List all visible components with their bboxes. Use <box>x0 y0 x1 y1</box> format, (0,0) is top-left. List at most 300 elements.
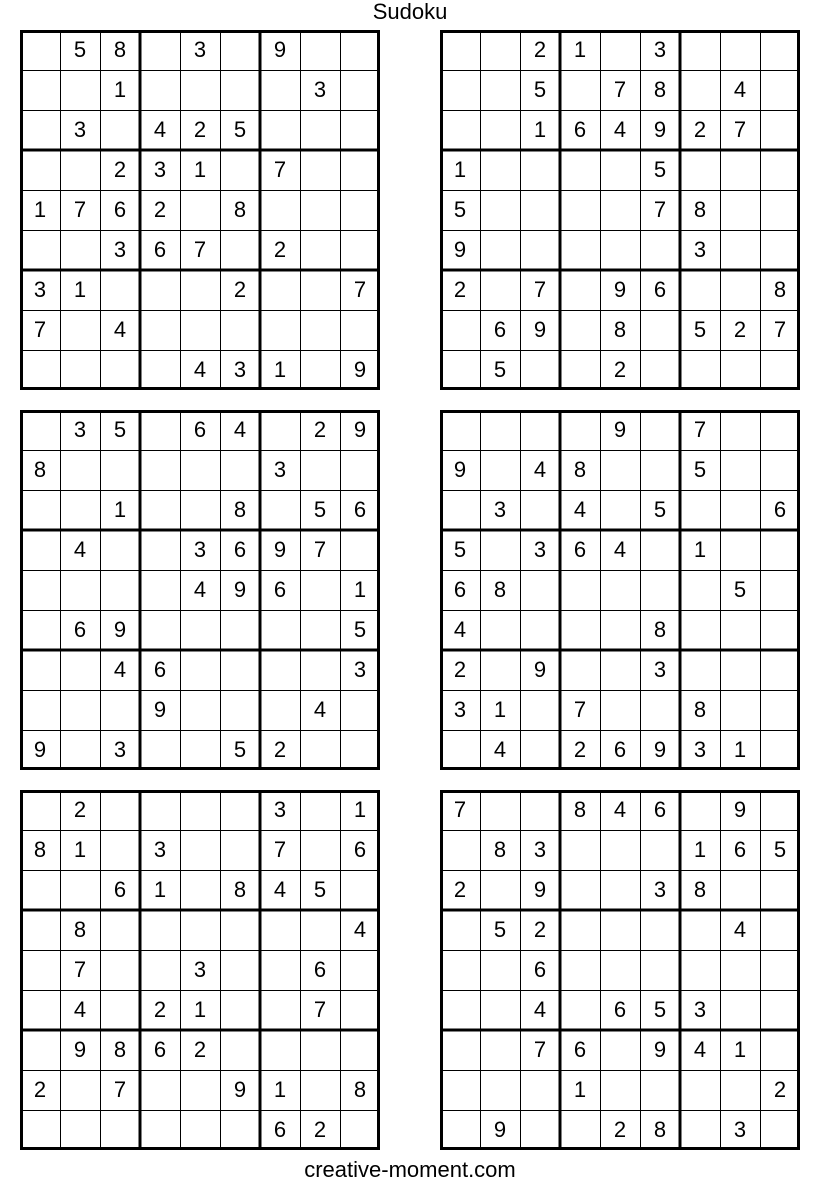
sudoku-cell[interactable]: 7 <box>273 157 287 182</box>
sudoku-cell[interactable] <box>20 690 60 730</box>
sudoku-cell[interactable] <box>720 190 760 230</box>
sudoku-cell[interactable]: 8 <box>573 457 587 482</box>
sudoku-cell[interactable]: 8 <box>773 277 787 302</box>
sudoku-cell[interactable] <box>140 310 180 350</box>
sudoku-cell[interactable] <box>260 950 300 990</box>
sudoku-cell[interactable] <box>60 310 100 350</box>
sudoku-cell[interactable]: 2 <box>73 797 87 822</box>
sudoku-cell[interactable] <box>260 190 300 230</box>
sudoku-cell[interactable] <box>520 1110 560 1150</box>
sudoku-cell[interactable] <box>220 950 260 990</box>
sudoku-cell[interactable]: 9 <box>653 1037 667 1062</box>
sudoku-cell[interactable] <box>340 110 380 150</box>
sudoku-cell[interactable]: 8 <box>613 317 627 342</box>
sudoku-cell[interactable] <box>520 730 560 770</box>
sudoku-cell[interactable]: 6 <box>153 657 167 682</box>
sudoku-cell[interactable] <box>20 1030 60 1070</box>
sudoku-cell[interactable]: 3 <box>113 237 127 262</box>
sudoku-cell[interactable]: 5 <box>493 917 507 942</box>
sudoku-cell[interactable] <box>260 990 300 1030</box>
sudoku-cell[interactable] <box>20 110 60 150</box>
sudoku-cell[interactable]: 9 <box>273 537 287 562</box>
sudoku-cell[interactable] <box>600 230 640 270</box>
sudoku-cell[interactable] <box>260 1030 300 1070</box>
sudoku-cell[interactable] <box>640 350 680 390</box>
sudoku-cell[interactable]: 2 <box>733 317 747 342</box>
sudoku-cell[interactable] <box>560 990 600 1030</box>
sudoku-cell[interactable]: 3 <box>153 837 167 862</box>
sudoku-cell[interactable] <box>640 1070 680 1110</box>
sudoku-cell[interactable] <box>600 570 640 610</box>
sudoku-cell[interactable]: 7 <box>73 197 87 222</box>
sudoku-cell[interactable] <box>440 70 480 110</box>
sudoku-cell[interactable] <box>300 790 340 830</box>
sudoku-cell[interactable] <box>520 690 560 730</box>
sudoku-cell[interactable] <box>300 110 340 150</box>
sudoku-cell[interactable] <box>220 230 260 270</box>
sudoku-cell[interactable]: 1 <box>193 997 207 1022</box>
sudoku-cell[interactable]: 7 <box>533 1037 547 1062</box>
sudoku-cell[interactable]: 9 <box>733 797 747 822</box>
sudoku-cell[interactable]: 9 <box>353 417 367 442</box>
sudoku-cell[interactable] <box>260 910 300 950</box>
sudoku-cell[interactable]: 1 <box>693 837 707 862</box>
sudoku-cell[interactable]: 9 <box>453 237 467 262</box>
sudoku-cell[interactable] <box>600 450 640 490</box>
sudoku-cell[interactable] <box>180 830 220 870</box>
sudoku-cell[interactable] <box>720 990 760 1030</box>
sudoku-cell[interactable] <box>640 570 680 610</box>
sudoku-cell[interactable]: 1 <box>353 797 367 822</box>
sudoku-cell[interactable] <box>300 650 340 690</box>
sudoku-cell[interactable] <box>760 690 800 730</box>
sudoku-cell[interactable] <box>640 910 680 950</box>
sudoku-cell[interactable]: 4 <box>613 537 627 562</box>
sudoku-cell[interactable] <box>340 150 380 190</box>
sudoku-cell[interactable] <box>100 950 140 990</box>
sudoku-cell[interactable] <box>20 870 60 910</box>
sudoku-cell[interactable] <box>600 490 640 530</box>
sudoku-cell[interactable] <box>680 1070 720 1110</box>
sudoku-cell[interactable]: 8 <box>653 617 667 642</box>
sudoku-cell[interactable]: 2 <box>613 357 627 382</box>
sudoku-cell[interactable] <box>480 650 520 690</box>
sudoku-cell[interactable] <box>140 610 180 650</box>
sudoku-cell[interactable] <box>760 410 800 450</box>
sudoku-cell[interactable]: 2 <box>693 117 707 142</box>
sudoku-cell[interactable]: 8 <box>73 917 87 942</box>
sudoku-cell[interactable] <box>300 270 340 310</box>
sudoku-cell[interactable]: 8 <box>693 877 707 902</box>
sudoku-cell[interactable] <box>440 830 480 870</box>
sudoku-cell[interactable] <box>20 950 60 990</box>
sudoku-cell[interactable]: 9 <box>233 1077 247 1102</box>
sudoku-cell[interactable] <box>260 650 300 690</box>
sudoku-cell[interactable] <box>760 450 800 490</box>
sudoku-cell[interactable]: 1 <box>113 77 127 102</box>
sudoku-cell[interactable] <box>180 190 220 230</box>
sudoku-cell[interactable] <box>60 870 100 910</box>
sudoku-cell[interactable] <box>140 30 180 70</box>
sudoku-cell[interactable]: 9 <box>33 737 47 762</box>
sudoku-cell[interactable]: 9 <box>153 697 167 722</box>
sudoku-cell[interactable]: 3 <box>233 357 247 382</box>
sudoku-cell[interactable] <box>60 1110 100 1150</box>
sudoku-cell[interactable] <box>720 610 760 650</box>
sudoku-cell[interactable]: 4 <box>353 917 367 942</box>
sudoku-cell[interactable] <box>560 310 600 350</box>
sudoku-cell[interactable]: 3 <box>693 997 707 1022</box>
sudoku-cell[interactable]: 4 <box>193 577 207 602</box>
sudoku-cell[interactable] <box>560 350 600 390</box>
sudoku-cell[interactable] <box>760 110 800 150</box>
sudoku-cell[interactable] <box>680 70 720 110</box>
sudoku-cell[interactable] <box>760 190 800 230</box>
sudoku-cell[interactable]: 7 <box>193 237 207 262</box>
sudoku-cell[interactable]: 3 <box>313 77 327 102</box>
sudoku-cell[interactable]: 2 <box>273 737 287 762</box>
sudoku-cell[interactable] <box>220 150 260 190</box>
sudoku-cell[interactable]: 8 <box>33 837 47 862</box>
sudoku-cell[interactable]: 4 <box>113 317 127 342</box>
sudoku-cell[interactable]: 3 <box>353 657 367 682</box>
sudoku-cell[interactable]: 2 <box>313 417 327 442</box>
sudoku-cell[interactable] <box>440 410 480 450</box>
sudoku-cell[interactable] <box>20 30 60 70</box>
sudoku-cell[interactable] <box>60 490 100 530</box>
sudoku-cell[interactable]: 2 <box>233 277 247 302</box>
sudoku-cell[interactable]: 3 <box>73 417 87 442</box>
sudoku-cell[interactable] <box>480 230 520 270</box>
sudoku-cell[interactable] <box>600 830 640 870</box>
sudoku-cell[interactable]: 8 <box>573 797 587 822</box>
sudoku-cell[interactable] <box>260 310 300 350</box>
sudoku-cell[interactable] <box>140 730 180 770</box>
sudoku-cell[interactable] <box>180 870 220 910</box>
sudoku-cell[interactable] <box>560 870 600 910</box>
sudoku-cell[interactable] <box>300 830 340 870</box>
sudoku-cell[interactable]: 2 <box>573 737 587 762</box>
sudoku-cell[interactable]: 8 <box>353 1077 367 1102</box>
sudoku-cell[interactable]: 4 <box>533 457 547 482</box>
sudoku-cell[interactable] <box>340 690 380 730</box>
sudoku-cell[interactable] <box>720 350 760 390</box>
sudoku-cell[interactable] <box>20 490 60 530</box>
sudoku-cell[interactable]: 1 <box>493 697 507 722</box>
sudoku-cell[interactable] <box>180 70 220 110</box>
sudoku-cell[interactable]: 6 <box>573 1037 587 1062</box>
sudoku-cell[interactable]: 3 <box>653 877 667 902</box>
sudoku-cell[interactable] <box>440 310 480 350</box>
sudoku-cell[interactable] <box>340 190 380 230</box>
sudoku-cell[interactable] <box>180 270 220 310</box>
sudoku-cell[interactable] <box>440 110 480 150</box>
sudoku-cell[interactable] <box>640 310 680 350</box>
sudoku-cell[interactable] <box>720 490 760 530</box>
sudoku-cell[interactable] <box>300 610 340 650</box>
sudoku-cell[interactable]: 7 <box>113 1077 127 1102</box>
sudoku-cell[interactable] <box>440 490 480 530</box>
sudoku-cell[interactable] <box>140 910 180 950</box>
sudoku-cell[interactable] <box>20 70 60 110</box>
sudoku-cell[interactable] <box>640 230 680 270</box>
sudoku-cell[interactable] <box>760 990 800 1030</box>
sudoku-cell[interactable] <box>60 690 100 730</box>
sudoku-cell[interactable] <box>180 650 220 690</box>
sudoku-cell[interactable] <box>220 610 260 650</box>
sudoku-cell[interactable] <box>60 350 100 390</box>
sudoku-cell[interactable]: 7 <box>573 697 587 722</box>
sudoku-cell[interactable] <box>60 730 100 770</box>
sudoku-cell[interactable] <box>760 910 800 950</box>
sudoku-cell[interactable] <box>220 310 260 350</box>
sudoku-cell[interactable]: 1 <box>693 537 707 562</box>
sudoku-cell[interactable] <box>560 650 600 690</box>
sudoku-cell[interactable]: 4 <box>113 657 127 682</box>
sudoku-cell[interactable] <box>140 1110 180 1150</box>
sudoku-cell[interactable] <box>340 30 380 70</box>
sudoku-cell[interactable]: 5 <box>773 837 787 862</box>
sudoku-cell[interactable]: 4 <box>273 877 287 902</box>
sudoku-cell[interactable] <box>340 990 380 1030</box>
sudoku-cell[interactable]: 6 <box>73 617 87 642</box>
sudoku-cell[interactable]: 7 <box>353 277 367 302</box>
sudoku-cell[interactable] <box>140 70 180 110</box>
sudoku-cell[interactable] <box>720 270 760 310</box>
sudoku-cell[interactable] <box>340 950 380 990</box>
sudoku-cell[interactable] <box>20 910 60 950</box>
sudoku-cell[interactable]: 3 <box>193 537 207 562</box>
sudoku-cell[interactable] <box>520 150 560 190</box>
sudoku-cell[interactable] <box>20 350 60 390</box>
sudoku-cell[interactable] <box>300 190 340 230</box>
sudoku-cell[interactable] <box>140 410 180 450</box>
sudoku-cell[interactable]: 1 <box>273 357 287 382</box>
sudoku-cell[interactable] <box>760 530 800 570</box>
sudoku-cell[interactable]: 6 <box>273 1117 287 1142</box>
sudoku-cell[interactable] <box>220 1110 260 1150</box>
sudoku-cell[interactable]: 9 <box>613 417 627 442</box>
sudoku-cell[interactable]: 5 <box>73 37 87 62</box>
sudoku-cell[interactable]: 8 <box>493 837 507 862</box>
sudoku-cell[interactable] <box>260 270 300 310</box>
sudoku-cell[interactable] <box>480 410 520 450</box>
sudoku-cell[interactable]: 6 <box>613 737 627 762</box>
sudoku-cell[interactable] <box>180 450 220 490</box>
sudoku-cell[interactable] <box>60 450 100 490</box>
sudoku-cell[interactable]: 8 <box>33 457 47 482</box>
sudoku-cell[interactable]: 9 <box>533 657 547 682</box>
sudoku-cell[interactable]: 1 <box>73 837 87 862</box>
sudoku-cell[interactable]: 5 <box>493 357 507 382</box>
sudoku-cell[interactable] <box>300 310 340 350</box>
sudoku-cell[interactable] <box>560 230 600 270</box>
sudoku-cell[interactable]: 6 <box>773 497 787 522</box>
sudoku-cell[interactable] <box>100 530 140 570</box>
sudoku-cell[interactable] <box>220 990 260 1030</box>
sudoku-cell[interactable] <box>560 1110 600 1150</box>
sudoku-cell[interactable]: 8 <box>113 37 127 62</box>
sudoku-cell[interactable] <box>600 910 640 950</box>
sudoku-cell[interactable] <box>100 830 140 870</box>
sudoku-cell[interactable]: 6 <box>233 537 247 562</box>
sudoku-cell[interactable]: 2 <box>533 37 547 62</box>
sudoku-cell[interactable]: 9 <box>273 37 287 62</box>
sudoku-cell[interactable] <box>220 830 260 870</box>
sudoku-cell[interactable] <box>440 30 480 70</box>
sudoku-cell[interactable] <box>20 410 60 450</box>
sudoku-cell[interactable]: 7 <box>453 797 467 822</box>
sudoku-cell[interactable]: 3 <box>693 737 707 762</box>
sudoku-cell[interactable] <box>720 950 760 990</box>
sudoku-cell[interactable] <box>560 150 600 190</box>
sudoku-cell[interactable]: 2 <box>773 1077 787 1102</box>
sudoku-cell[interactable]: 6 <box>353 837 367 862</box>
sudoku-cell[interactable] <box>680 790 720 830</box>
sudoku-cell[interactable] <box>680 150 720 190</box>
sudoku-cell[interactable] <box>100 690 140 730</box>
sudoku-cell[interactable]: 7 <box>733 117 747 142</box>
sudoku-cell[interactable] <box>760 1110 800 1150</box>
sudoku-cell[interactable]: 4 <box>733 77 747 102</box>
sudoku-cell[interactable] <box>220 70 260 110</box>
sudoku-cell[interactable]: 2 <box>453 877 467 902</box>
sudoku-cell[interactable]: 4 <box>313 697 327 722</box>
sudoku-cell[interactable]: 3 <box>653 37 667 62</box>
sudoku-cell[interactable] <box>720 150 760 190</box>
sudoku-cell[interactable] <box>140 350 180 390</box>
sudoku-cell[interactable] <box>600 610 640 650</box>
sudoku-cell[interactable]: 5 <box>233 117 247 142</box>
sudoku-cell[interactable] <box>560 190 600 230</box>
sudoku-cell[interactable]: 5 <box>533 77 547 102</box>
sudoku-cell[interactable]: 1 <box>73 277 87 302</box>
sudoku-cell[interactable] <box>300 910 340 950</box>
sudoku-cell[interactable]: 8 <box>653 77 667 102</box>
sudoku-cell[interactable] <box>720 530 760 570</box>
sudoku-cell[interactable] <box>480 110 520 150</box>
sudoku-cell[interactable]: 1 <box>733 737 747 762</box>
sudoku-cell[interactable] <box>340 310 380 350</box>
sudoku-cell[interactable]: 4 <box>73 997 87 1022</box>
sudoku-cell[interactable] <box>560 950 600 990</box>
sudoku-cell[interactable] <box>600 190 640 230</box>
sudoku-cell[interactable] <box>640 410 680 450</box>
sudoku-cell[interactable] <box>680 1110 720 1150</box>
sudoku-cell[interactable] <box>140 570 180 610</box>
sudoku-cell[interactable]: 4 <box>733 917 747 942</box>
sudoku-cell[interactable] <box>480 950 520 990</box>
sudoku-cell[interactable] <box>600 150 640 190</box>
sudoku-cell[interactable]: 7 <box>693 417 707 442</box>
sudoku-cell[interactable] <box>480 610 520 650</box>
sudoku-cell[interactable] <box>100 790 140 830</box>
sudoku-cell[interactable] <box>760 730 800 770</box>
sudoku-cell[interactable] <box>760 30 800 70</box>
sudoku-cell[interactable] <box>300 730 340 770</box>
sudoku-cell[interactable]: 2 <box>193 117 207 142</box>
sudoku-cell[interactable] <box>640 690 680 730</box>
sudoku-cell[interactable] <box>600 690 640 730</box>
sudoku-cell[interactable] <box>480 990 520 1030</box>
sudoku-cell[interactable] <box>520 490 560 530</box>
sudoku-cell[interactable]: 5 <box>353 617 367 642</box>
sudoku-cell[interactable]: 4 <box>693 1037 707 1062</box>
sudoku-cell[interactable] <box>300 350 340 390</box>
sudoku-cell[interactable]: 2 <box>33 1077 47 1102</box>
sudoku-cell[interactable] <box>140 790 180 830</box>
sudoku-cell[interactable]: 7 <box>313 537 327 562</box>
sudoku-cell[interactable]: 5 <box>653 497 667 522</box>
sudoku-cell[interactable]: 2 <box>453 277 467 302</box>
sudoku-cell[interactable]: 5 <box>453 197 467 222</box>
sudoku-cell[interactable] <box>480 1030 520 1070</box>
sudoku-cell[interactable] <box>300 150 340 190</box>
sudoku-cell[interactable] <box>480 30 520 70</box>
sudoku-cell[interactable] <box>680 610 720 650</box>
sudoku-cell[interactable] <box>20 990 60 1030</box>
sudoku-cell[interactable] <box>520 570 560 610</box>
sudoku-cell[interactable]: 3 <box>73 117 87 142</box>
sudoku-cell[interactable] <box>760 70 800 110</box>
sudoku-cell[interactable] <box>220 1030 260 1070</box>
sudoku-cell[interactable]: 3 <box>113 737 127 762</box>
sudoku-cell[interactable] <box>600 1030 640 1070</box>
sudoku-cell[interactable] <box>760 1030 800 1070</box>
sudoku-cell[interactable] <box>300 1070 340 1110</box>
sudoku-cell[interactable] <box>100 910 140 950</box>
sudoku-cell[interactable]: 2 <box>153 997 167 1022</box>
sudoku-cell[interactable]: 6 <box>573 117 587 142</box>
sudoku-cell[interactable] <box>340 870 380 910</box>
sudoku-cell[interactable]: 1 <box>573 37 587 62</box>
sudoku-cell[interactable]: 4 <box>233 417 247 442</box>
sudoku-cell[interactable] <box>440 990 480 1030</box>
sudoku-cell[interactable] <box>20 650 60 690</box>
sudoku-cell[interactable] <box>100 1110 140 1150</box>
sudoku-cell[interactable]: 3 <box>653 657 667 682</box>
sudoku-cell[interactable] <box>220 450 260 490</box>
sudoku-cell[interactable]: 8 <box>693 697 707 722</box>
sudoku-cell[interactable]: 8 <box>113 1037 127 1062</box>
sudoku-cell[interactable] <box>520 230 560 270</box>
sudoku-cell[interactable] <box>340 230 380 270</box>
sudoku-cell[interactable] <box>640 530 680 570</box>
sudoku-cell[interactable]: 9 <box>533 877 547 902</box>
sudoku-cell[interactable] <box>720 1070 760 1110</box>
sudoku-cell[interactable] <box>680 490 720 530</box>
sudoku-cell[interactable] <box>220 790 260 830</box>
sudoku-cell[interactable]: 5 <box>653 997 667 1022</box>
sudoku-cell[interactable] <box>300 570 340 610</box>
sudoku-cell[interactable] <box>140 270 180 310</box>
sudoku-cell[interactable] <box>100 110 140 150</box>
sudoku-cell[interactable]: 8 <box>653 1117 667 1142</box>
sudoku-cell[interactable] <box>760 610 800 650</box>
sudoku-cell[interactable]: 3 <box>693 237 707 262</box>
sudoku-cell[interactable] <box>440 950 480 990</box>
sudoku-cell[interactable]: 5 <box>653 157 667 182</box>
sudoku-cell[interactable] <box>680 650 720 690</box>
sudoku-cell[interactable] <box>440 1070 480 1110</box>
sudoku-cell[interactable]: 6 <box>613 997 627 1022</box>
sudoku-cell[interactable] <box>560 910 600 950</box>
sudoku-cell[interactable]: 3 <box>273 797 287 822</box>
sudoku-cell[interactable] <box>100 270 140 310</box>
sudoku-cell[interactable]: 1 <box>33 197 47 222</box>
sudoku-cell[interactable] <box>20 150 60 190</box>
sudoku-cell[interactable]: 1 <box>153 877 167 902</box>
